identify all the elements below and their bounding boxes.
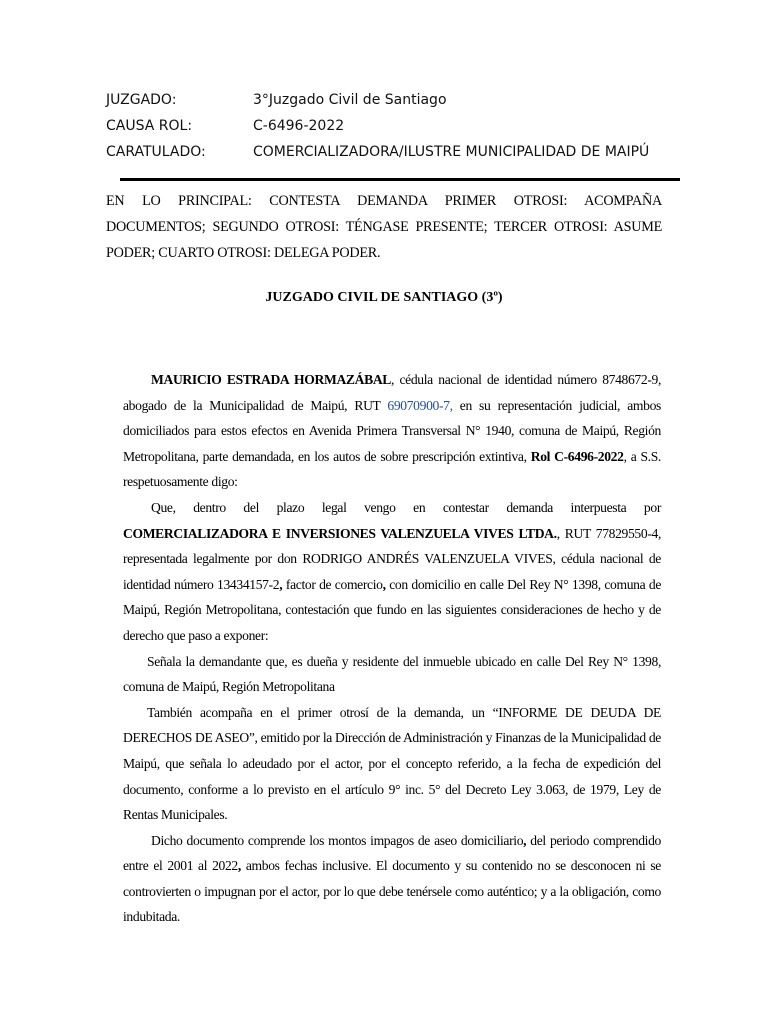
case-rol: Rol C-6496-2022 [530, 448, 624, 464]
paragraph-4: También acompaña en el primer otrosí de la demanda, un “INFORME DE DEUDA DE DERECHOS DE ASEO”, emitido por la Dirección de Administración y Finanzas de la Municipalidad de Maipú, que señala lo adeudado por el actor, por el concepto referido, a la fecha de expedición del documento, conforme a lo previsto en el artículo 9° inc. 5° del Decreto Ley 3.063, de 1979, Ley de Rentas Municipales. [123, 704, 661, 823]
header-juzgado-row [106, 92, 447, 108]
header-caratulado-row [106, 144, 649, 160]
caratulado-label: CARATULADO: [106, 144, 206, 160]
paragraph-3: Señala la demandante que, es dueña y residente del inmueble ubicado en calle Del Rey N° 1398, comuna de Maipú, Región Metropolitana [123, 653, 661, 695]
paragraph-5 [123, 828, 661, 930]
p1-text-b: en su representación judicial, ambos domiciliados para estos efectos en Avenida Primera Transversal N° 1940, comuna de Maipú, Región Metropolitana, parte demandada, en los autos de sobre prescripción extintiva, [123, 397, 661, 464]
p2-text-a: Que, dentro del plazo legal vengo en contestar demanda interpuesta por [151, 499, 661, 515]
p5-text-b: del periodo comprendido entre el 2001 al 2022 [123, 832, 661, 874]
paragraph-2 [123, 495, 661, 649]
caratulado-value: COMERCIALIZADORA/ILUSTRE MUNICIPALIDAD DE MAIPÚ [253, 144, 650, 160]
p1-text-c: , a S.S. respetuosamente digo: [123, 448, 661, 490]
header-divider [120, 178, 680, 181]
p5-comma-1: , [523, 832, 527, 848]
causa-label: CAUSA ROL: [106, 118, 193, 134]
p2-text-d: con domicilio en calle Del Rey N° 1398, comuna de Maipú, Región Metropolitana, contestación que fundo en las siguientes consideraciones de hecho y de derecho que paso a exponer: [123, 576, 662, 643]
p2-text-c: factor de comercio [282, 576, 383, 592]
p5-text-a: Dicho documento comprende los montos impagos de aseo domiciliario [151, 832, 524, 848]
lawyer-name: MAURICIO ESTRADA HORMAZÁBAL [151, 372, 392, 387]
document-body [123, 367, 661, 930]
plaintiff-company: COMERCIALIZADORA E INVERSIONES VALENZUELA VIVES LTDA. [123, 525, 557, 541]
municipality-rut: 69070900-7, [387, 397, 453, 413]
p2-comma-1: , [279, 576, 283, 592]
p5-comma-2: , [237, 858, 241, 874]
p1-text-a: , cédula nacional de identidad número 8748672-9, abogado de la Municipalidad de Maipú, RUT [123, 372, 661, 413]
sumilla: EN LO PRINCIPAL: CONTESTA DEMANDA PRIMER OTROSI: ACOMPAÑA DOCUMENTOS; SEGUNDO OTROSI: TÉNGASE PRESENTE; TERCER OTROSI: ASUME PODER; CUARTO OTROSI: DELEGA PODER. [106, 193, 662, 261]
juzgado-label: JUZGADO: [106, 92, 177, 108]
paragraph-1 [123, 367, 661, 495]
p2-comma-2: , [382, 576, 386, 592]
court-title: JUZGADO CIVIL DE SANTIAGO (3º) [265, 290, 503, 305]
juzgado-value: 3°Juzgado Civil de Santiago [253, 92, 447, 108]
p5-text-c: ambos fechas inclusive. El documento y su contenido no se desconocen ni se controvierten o impugnan por el actor, por lo que debe tenérsele como auténtico; y a la obligación, como indubitada. [123, 858, 661, 925]
causa-value: C-6496-2022 [253, 118, 345, 134]
header-causa-row [106, 118, 344, 134]
p2-text-b: , RUT 77829550-4, representada legalmente por don RODRIGO ANDRÉS VALENZUELA VIVES, cédula nacional de identidad número 13434157-2 [123, 525, 661, 592]
